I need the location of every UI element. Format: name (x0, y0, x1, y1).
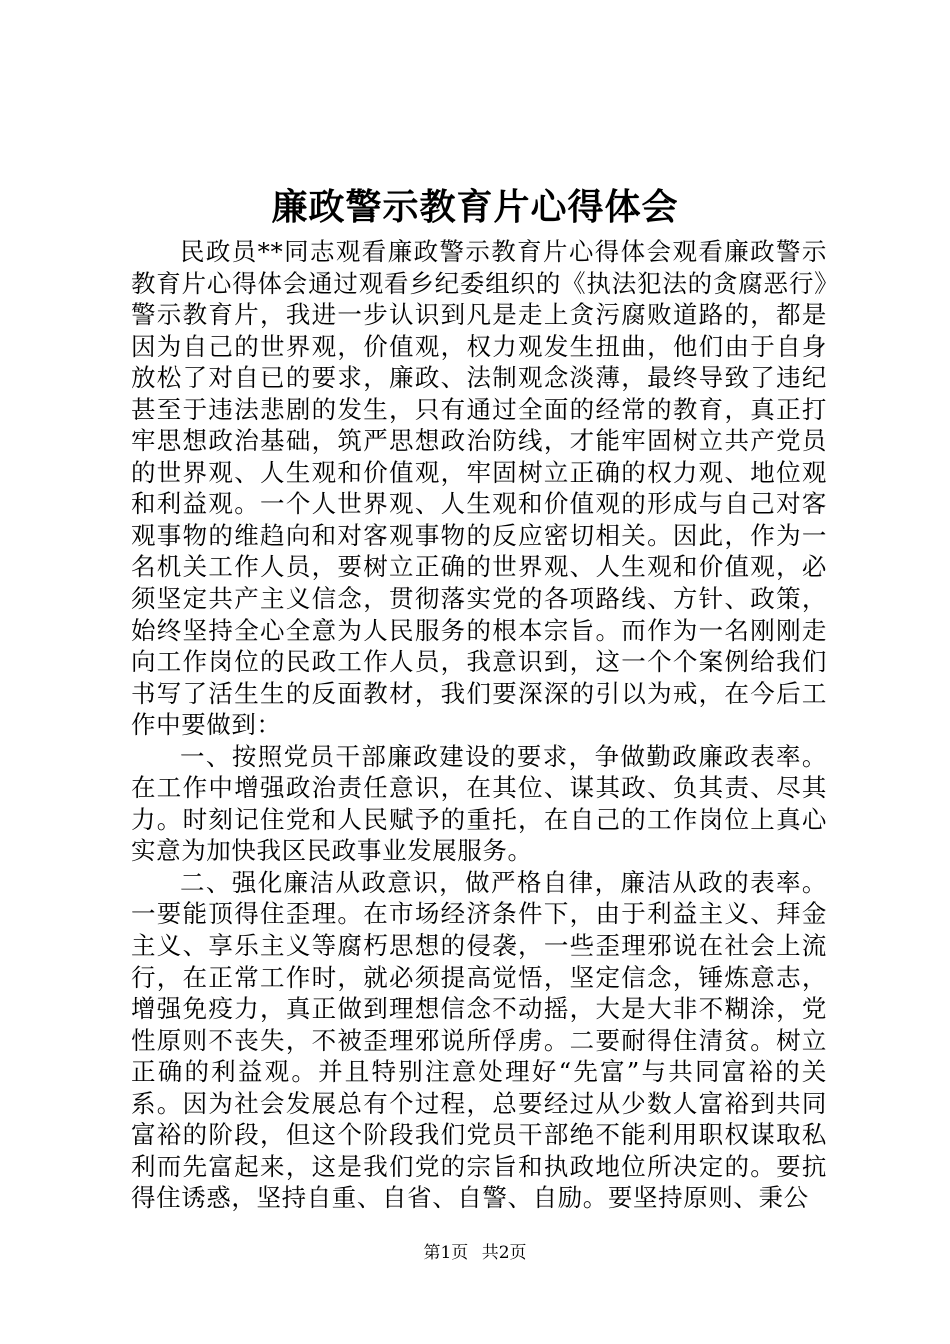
document-body (131, 236, 827, 1214)
page-footer (0, 1241, 950, 1265)
document-title: 廉政警示教育片心得体会 (271, 186, 679, 228)
page-total: 共2页 (481, 1243, 527, 1263)
paragraph-point-one: 一、按照党员干部廉政建设的要求，争做勤政廉政表率。在工作中增强政治责任意识，在其位、谋其政、负其责、尽其力。时刻记住党和人民赋予的重托，在自己的工作岗位上真心实意为加快我区民政事业发展服务。 (131, 741, 827, 866)
paragraph-intro: 民政员**同志观看廉政警示教育片心得体会观看廉政警示教育片心得体会通过观看乡纪委组织的《执法犯法的贪腐恶行》警示教育片，我进一步认识到凡是走上贪污腐败道路的，都是因为自己的世界观，价值观，权力观发生扭曲，他们由于自身放松了对自已的要求，廉政、法制观念淡薄，最终导致了违纪甚至于违法悲剧的发生，只有通过全面的经常的教育，真正打牢思想政治基础，筑严思想政治防线，才能牢固树立共产党员的世界观、人生观和价值观，牢固树立正确的权力观、地位观和利益观。一个人世界观、人生观和价值观的形成与自己对客观事物的维趋向和对客观事物的反应密切相关。因此，作为一名机关工作人员，要树立正确的世界观、人生观和价值观，必须坚定共产主义信念，贯彻落实党的各项路线、方针、政策，始终坚持全心全意为人民服务的根本宗旨。而作为一名刚刚走向工作岗位的民政工作人员，我意识到，这一个个案例给我们书写了活生生的反面教材，我们要深深的引以为戒，在今后工作中要做到： (131, 237, 827, 740)
page-number: 第1页 (423, 1243, 469, 1263)
paragraph-point-two: 二、强化廉洁从政意识，做严格自律，廉洁从政的表率。一要能顶得住歪理。在市场经济条件下，由于利益主义、拜金主义、享乐主义等腐朽思想的侵袭，一些歪理邪说在社会上流行，在正常工作时，就必须提高觉悟，坚定信念，锤炼意志，增强免疫力，真正做到理想信念不动摇，大是大非不糊涂，党性原则不丧失，不被歪理邪说所俘虏。二要耐得住清贫。树立正确的利益观。并且特别注意处理好“先富”与共同富裕的关系。因为社会发展总有个过程，总要经过从少数人富裕到共同富裕的阶段，但这个阶段我们党员干部绝不能利用职权谋取私利而先富起来，这是我们党的宗旨和执政地位所决定的。要抗得住诱惑，坚持自重、自省、自警、自励。要坚持原则、秉公 (131, 867, 827, 1213)
